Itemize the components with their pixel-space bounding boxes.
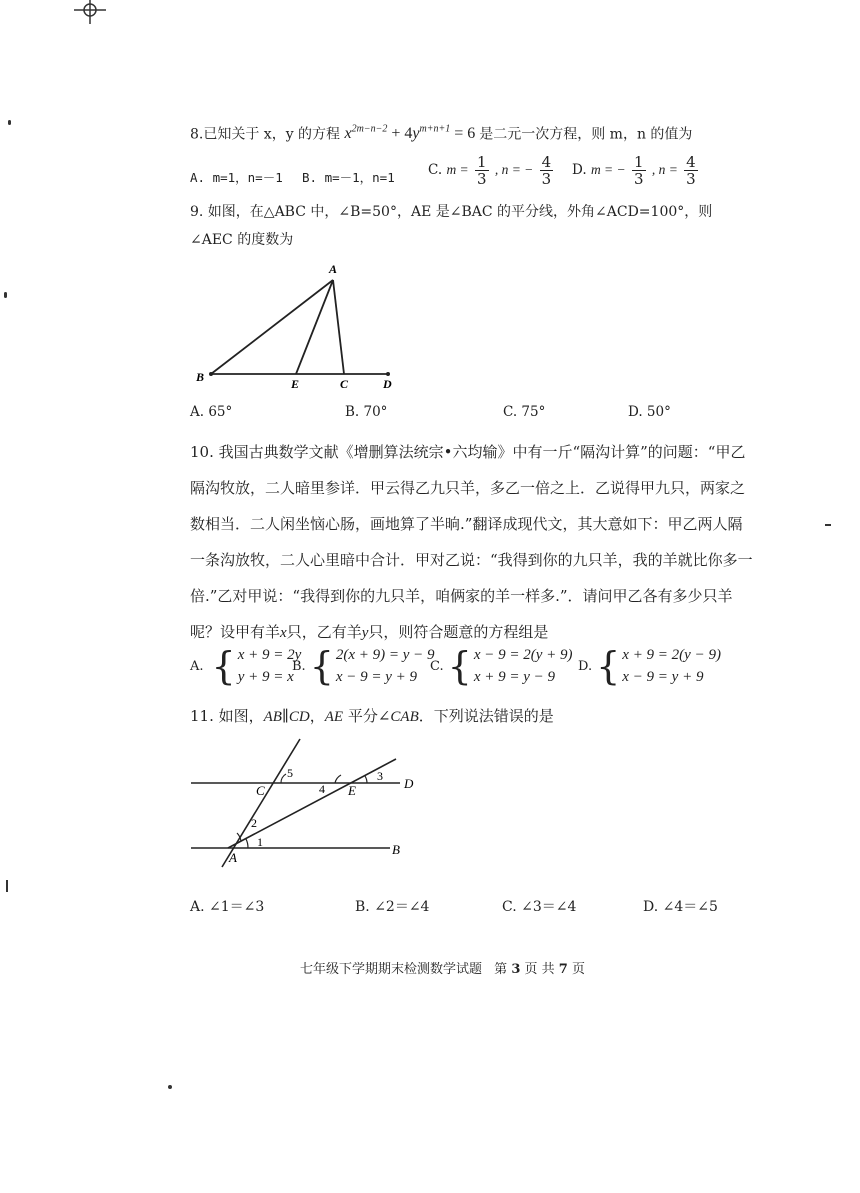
label-b: B [392,842,400,857]
q11-math-ae: AE [324,709,344,725]
q11-option-d: D. ∠4＝∠5 [643,899,718,915]
fraction-denominator: 3 [541,170,552,188]
scan-speck [168,1085,172,1089]
q8-plus-four: + 4 [391,125,413,143]
question-8-stem [190,120,692,144]
q10-option-a [190,644,301,688]
equation-system [578,644,721,688]
equation-1: x + 9 = 2y [237,647,302,663]
label-angle-2: 2 [251,816,257,830]
brace-icon: { [447,644,472,688]
q8-equation [345,125,480,142]
q8-option-d-n-fraction [684,154,698,187]
q10-line: 一条沟放牧，二人心里暗中合计．甲对乙说：“我得到你的九只羊，我的羊就比你多一 [190,551,753,569]
page-mid: 页 共 [524,962,555,977]
q11-stem-suffix: ．下列说法错误的是 [418,707,554,725]
label-angle-3: 3 [377,769,383,783]
fraction-numerator: 1 [633,153,644,171]
q10-last-prefix: 呢？设甲有羊 [190,623,281,641]
angle-5-arc [281,774,286,783]
question-11-stem [190,706,554,727]
option-label: A. [190,658,204,674]
q10-line: 隔沟牧放，二人暗里参详．甲云得乙九只羊，多乙一倍之上．乙说得甲九只，两家之 [190,479,746,497]
fraction-numerator: 4 [541,153,552,171]
q11-math-ab-cd: AB∥CD [263,709,310,725]
label-b: B [196,370,205,384]
label-e: E [291,377,300,391]
q8-option-c-m: m = [446,162,469,177]
triangle-figure [190,262,410,392]
equation-1: x + 9 = 2(y − 9) [622,647,721,663]
q10-line: 数相当．二人闲坐恼心肠，画地算了半晌.”翻译成现代文，其大意如下：甲乙两人隔 [190,515,743,533]
q8-option-c [428,154,555,187]
fraction-numerator: 4 [686,153,696,171]
point-d [386,372,390,376]
equation-2: y + 9 = x [237,669,294,685]
angle-1-arc [246,839,248,848]
q8-option-d-label: D. [572,162,587,178]
q11-bisects: 平分∠ [343,707,391,725]
q8-option-d-m: m = − [590,162,626,177]
q8-stem-suffix: 是二元一次方程，则 m，n 的值为 [479,126,693,143]
option-label: D. [578,658,593,674]
segment-ac [333,280,344,374]
q9-option-d: D. 50° [628,404,671,420]
equation-system [190,644,301,688]
q8-option-b: B. m=－1，n=1 [302,170,395,185]
equation-1: 2(x + 9) = y − 9 [335,647,435,663]
q8-x: x [344,125,352,143]
label-e: E [348,783,356,798]
q11-option-c: C. ∠3＝∠4 [502,899,577,915]
q8-option-d [572,154,700,187]
question-9-line-1: 9. 如图，在△ABC 中，∠B=50°，AE 是∠BAC 的平分线，外角∠ACD=100°，则 [190,204,713,220]
fraction-numerator: 1 [476,153,487,171]
q9-option-a: A. 65° [190,404,233,420]
option-label: B. [292,658,306,674]
q10-line: 倍.”乙对甲说：“我得到你的九只羊，咱俩家的羊一样多.”．请问甲乙各有多少只羊 [190,587,733,605]
page-total: 7 [558,962,568,977]
label-c: C [340,377,349,391]
q8-option-c-label: C. [428,162,443,178]
q11-sep: ， [309,707,325,725]
q8-y-exponent: m+n+1 [419,124,451,135]
scan-speck [4,292,7,298]
q9-option-c: C. 75° [503,404,546,420]
q10-var-y: y [361,625,369,641]
label-angle-4: 4 [319,782,325,796]
fraction-denominator: 3 [633,170,644,188]
page-number: 3 [511,962,521,977]
q10-var-x: x [280,625,287,641]
label-a: A [329,262,338,276]
question-10-text [190,434,840,651]
scan-speck [6,880,8,892]
point-b [209,372,213,376]
scan-speck [8,120,11,125]
parallel-lines-figure [185,735,425,870]
exam-title: 七年级下学期期末检测数学试题 [300,962,483,977]
q10-option-d [578,644,721,688]
equation-1: x − 9 = 2(y + 9) [473,647,573,663]
q11-option-b: B. ∠2＝∠4 [355,899,430,915]
q8-option-d-m-fraction [632,154,646,187]
q11-stem-prefix: 11. 如图， [190,707,264,725]
label-d: D [404,776,414,791]
option-label: C. [430,658,444,674]
fraction-denominator: 3 [476,170,487,188]
equation-system [292,644,435,688]
label-d: D [383,377,392,391]
q8-y: y [412,125,420,143]
question-9-line-2: ∠AEC 的度数为 [190,232,294,248]
equation-2: x − 9 = y + 9 [622,669,704,685]
brace-icon: { [211,644,236,688]
q11-option-a: A. ∠1＝∠3 [190,899,265,915]
q8-rhs: = 6 [454,125,476,143]
registration-mark [70,0,110,26]
q8-option-c-m-fraction [475,154,489,187]
q10-options [190,644,730,692]
label-c: C [256,783,265,798]
q8-option-d-n: , n = [651,162,678,177]
bisector-ae [228,759,396,848]
label-angle-1: 1 [257,835,263,849]
q10-line: 10. 我国古典数学文献《增删算法统宗•六均输》中有一斤“隔沟计算”的问题：“甲乙 [190,443,746,461]
q10-last-suffix: 只，则符合题意的方程组是 [368,623,549,641]
equation-2: x − 9 = y + 9 [335,669,418,685]
q10-option-c [430,644,572,688]
brace-icon: { [309,644,334,688]
q10-option-b [292,644,435,688]
page-footer [300,958,585,977]
q8-option-c-n-fraction [540,154,554,187]
label-a: A [229,850,237,865]
q8-option-a: A. m=1，n=－1 [190,170,283,185]
q8-x-exponent: 2m−n−2 [351,124,388,135]
page-suffix: 页 [571,962,585,977]
equation-system [430,644,572,688]
q8-stem-prefix: 8.已知关于 x，y 的方程 [190,126,341,143]
q8-option-c-n: , n = − [494,162,534,177]
page-prefix: 第 [494,962,508,977]
q10-mid: 只，乙有羊 [286,623,362,641]
fraction-denominator: 3 [686,170,696,188]
q11-math-cab: CAB [390,709,419,725]
brace-icon: { [596,644,621,688]
angle-3-arc [365,776,367,783]
scan-speck [825,524,831,526]
angle-4-arc [335,775,341,783]
equation-2: x + 9 = y − 9 [473,669,555,685]
q9-option-b: B. 70° [345,404,388,420]
label-angle-5: 5 [287,766,293,780]
